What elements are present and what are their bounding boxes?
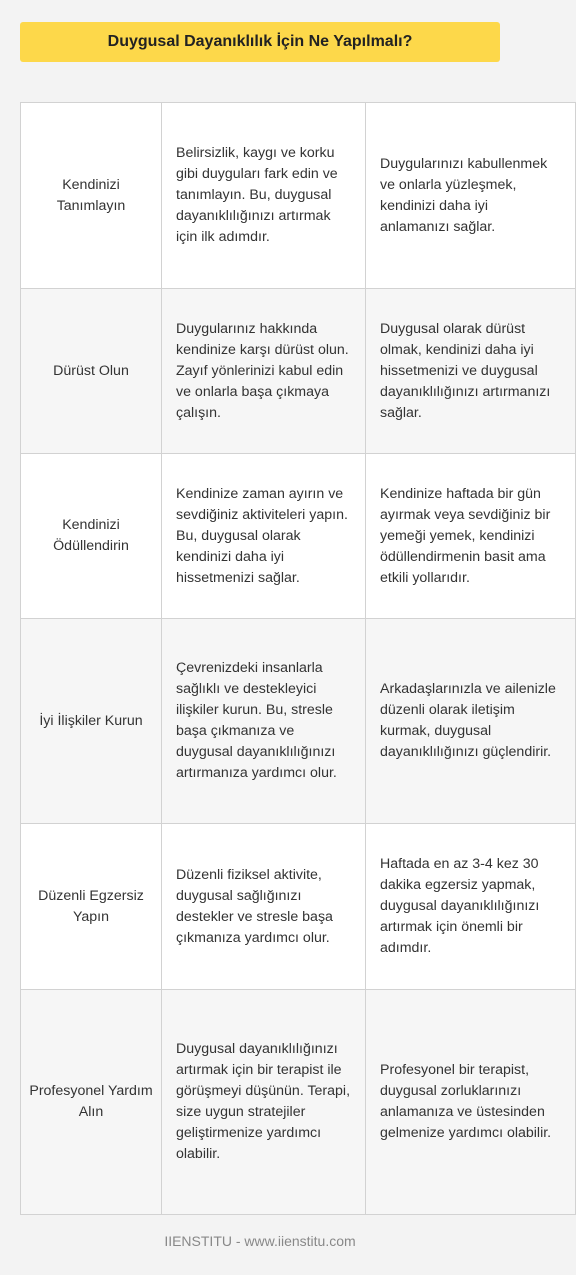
tips-table	[20, 102, 576, 1215]
row-heading: Kendinizi Ödüllendirin	[21, 454, 162, 619]
row-benefit: Arkadaşlarınızla ve ailenizle düzenli olarak iletişim kurmak, duygusal dayanıklılığınızı güçlendirir.	[366, 619, 576, 824]
row-benefit: Duygusal olarak dürüst olmak, kendinizi daha iyi hissetmenizi ve duygusal dayanıklılığınızı artırmanızı sağlar.	[366, 289, 576, 454]
row-benefit: Haftada en az 3-4 kez 30 dakika egzersiz yapmak, duygusal dayanıklılığınızı artırmak için önemli bir adımdır.	[366, 824, 576, 990]
page-title: Duygusal Dayanıklılık İçin Ne Yapılmalı?	[107, 33, 413, 50]
row-description: Duygularınız hakkında kendinize karşı dürüst olun. Zayıf yönlerinizi kabul edin ve onlarla başa çıkmaya çalışın.	[162, 289, 366, 454]
table-row	[21, 824, 576, 990]
row-description: Kendinize zaman ayırın ve sevdiğiniz aktiviteleri yapın. Bu, duygusal olarak kendinizi daha iyi hissetmenizi sağlar.	[162, 454, 366, 619]
row-heading: Dürüst Olun	[21, 289, 162, 454]
table-row	[21, 103, 576, 289]
title-banner	[20, 22, 500, 62]
table-row	[21, 454, 576, 619]
row-heading: Düzenli Egzersiz Yapın	[21, 824, 162, 990]
row-description: Çevrenizdeki insanlarla sağlıklı ve destekleyici ilişkiler kurun. Bu, stresle başa çıkmanıza ve duygusal dayanıklılığınızı artırmanıza yardımcı olur.	[162, 619, 366, 824]
table-row	[21, 990, 576, 1215]
row-description: Duygusal dayanıklılığınızı artırmak için bir terapist ile görüşmeyi düşünün. Terapi, size uygun stratejiler geliştirmenize yardımcı olabilir.	[162, 990, 366, 1215]
table-row	[21, 619, 576, 824]
row-heading: Profesyonel Yardım Alın	[21, 990, 162, 1215]
table-row	[21, 289, 576, 454]
row-benefit: Kendinize haftada bir gün ayırmak veya sevdiğiniz bir yemeği yemek, kendinizi ödüllendirmenin basit ama etkili yollarıdır.	[366, 454, 576, 619]
row-heading: İyi İlişkiler Kurun	[21, 619, 162, 824]
row-description: Belirsizlik, kaygı ve korku gibi duyguları fark edin ve tanımlayın. Bu, duygusal dayanıklılığınızı artırmak için ilk adımdır.	[162, 103, 366, 289]
row-description: Düzenli fiziksel aktivite, duygusal sağlığınızı destekler ve stresle başa çıkmanıza yardımcı olur.	[162, 824, 366, 990]
row-benefit: Duygularınızı kabullenmek ve onlarla yüzleşmek, kendinizi daha iyi anlamanızı sağlar.	[366, 103, 576, 289]
footer-credit: IIENSTITU - www.iienstitu.com	[164, 1233, 356, 1249]
row-benefit: Profesyonel bir terapist, duygusal zorluklarınızı anlamanıza ve üstesinden gelmenize yardımcı olabilir.	[366, 990, 576, 1215]
row-heading: Kendinizi Tanımlayın	[21, 103, 162, 289]
